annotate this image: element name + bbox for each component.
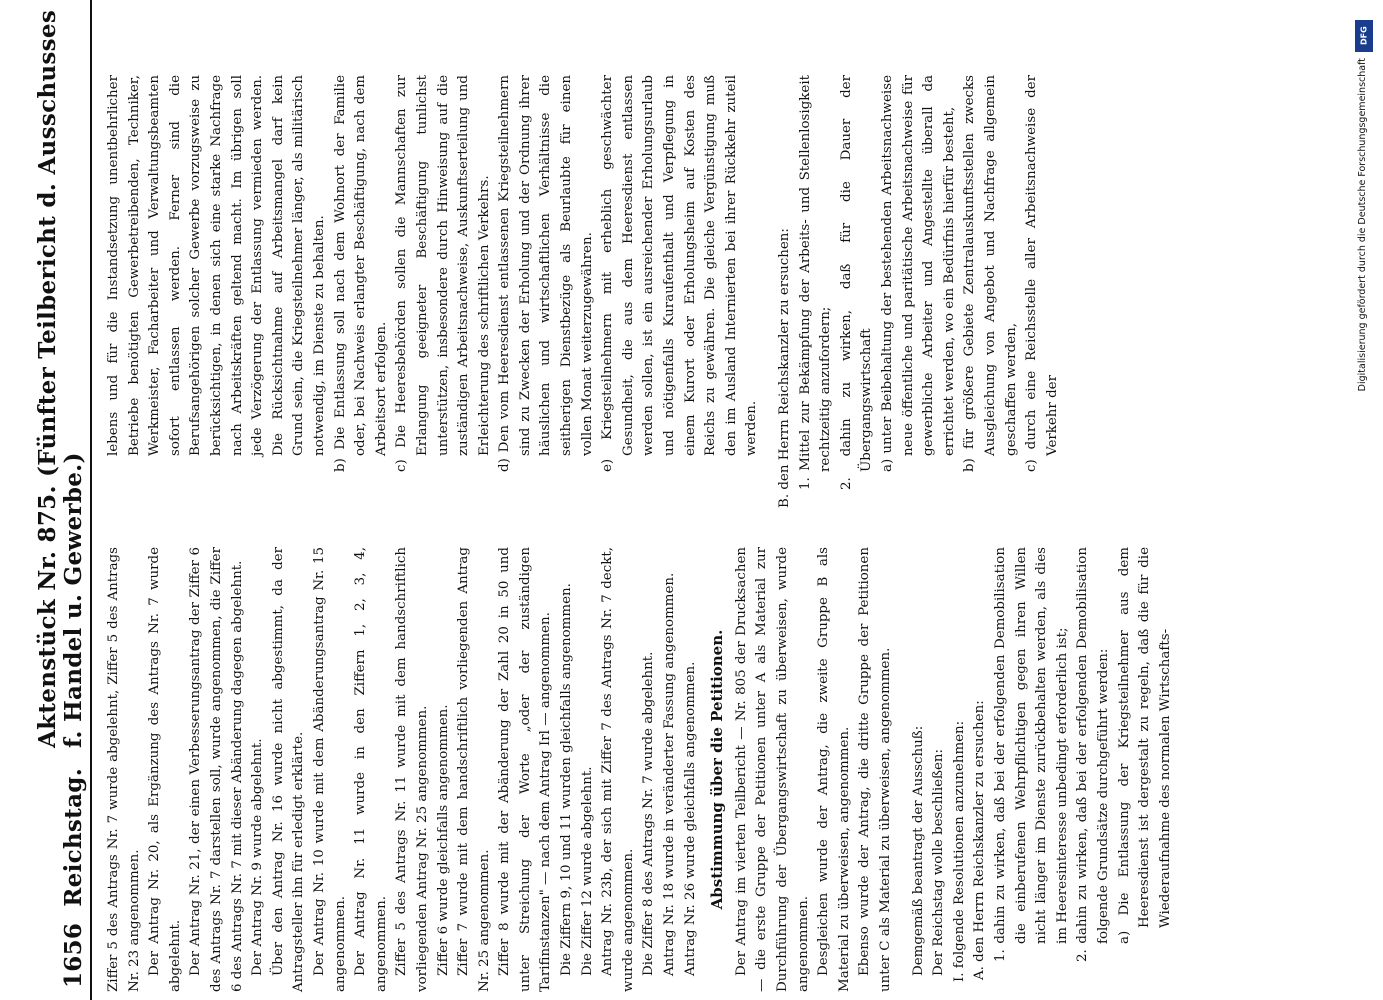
paragraph: Die Ziffern 9, 10 und 11 wurden gleichfalls angenommen.	[559, 583, 575, 976]
paragraph: Die Ziffer 8 des Antrags Nr. 7 wurde abgelehnt.	[641, 651, 657, 976]
page-header	[34, 0, 92, 1000]
sidebar	[1355, 20, 1375, 620]
paragraph: Ziffer 5 des Antrags Nr. 11 wurde mit dem handschriftlich vorliegenden Antrag Nr. 25 angenommen.	[394, 547, 430, 992]
paragraph: Der Antrag im vierten Teilbericht — Nr. 805 der Drucksachen — die erste Gruppe der Petitionen unter A als Material zur Durchführung der Übergangswirtschaft zu überweisen, wurde angenommen.	[733, 547, 811, 992]
paragraph: c) durch eine Reichsstelle aller Arbeitsnachweise der Verkehr der	[1024, 75, 1060, 472]
left-column	[104, 547, 1176, 992]
paragraph: e) Kriegsteilnehmern mit erheblich geschwächter Gesundheit, die aus dem Heeresdienst entlassen werden sollen, ist ein ausreichender Erholungsurlaub und nötigenfalls Kuraufenthalt und Verpflegung in einem Kurort oder Erholungsheim auf Kosten des Reichs zu gewähren. Die gleiche Vergünstigung muß den im Ausland Internierten bei ihrer Rückkehr zuteil werden.	[600, 75, 760, 472]
spacer	[897, 547, 909, 992]
paragraph: I. folgende Resolutionen anzunehmen:	[951, 720, 967, 982]
rotated-page	[34, 0, 1365, 1000]
paragraph: 2. dahin zu wirken, daß bei der erfolgenden Demobilisation folgende Grundsätze durchgeführt werden:	[1075, 547, 1111, 962]
paragraph: c) Die Heeresbehörden sollen die Mannschaften zur Erlangung geeigneter Beschäftigung tunlichst unterstützen, insbesondere durch Hinweisung auf die zuständigen Arbeitsnachweise, Auskunftserteilung und Erleichterung des schriftlichen Verkehrs.	[394, 75, 492, 472]
paragraph: Der Antrag Nr. 21, der einen Verbesserungsantrag der Ziffer 6 des Antrags Nr. 7 darstellen soll, wurde angenommen, die Ziffer 6 des Antrags Nr. 7 mit dieser Abänderung dagegen abgelehnt.	[188, 547, 245, 992]
paragraph: a) unter Beibehaltung der bestehenden Arbeitsnachweise neue öffentliche und paritätische Arbeitsnachweise für gewerbliche Arbeiter und Angestellte überall da errichtet werden, wo ein Bedürfnis hierfür besteht,	[879, 75, 957, 472]
paragraph: Ziffer 8 wurde mit der Abänderung der Zahl 20 in 50 und unter Streichung der Worte „oder der zuständigen Tarifinstanzen" — nach dem Antrag Irl — angenommen.	[497, 547, 554, 992]
dfg-logo: DFG	[1355, 20, 1373, 52]
paragraph: Ziffer 7 wurde mit dem handschriftlich vorliegenden Antrag Nr. 25 angenommen.	[456, 547, 492, 992]
page-number: 1656	[60, 922, 87, 988]
header-title: Aktenstück Nr. 875. (Fünfter Teilbericht d. Ausschusses f. Handel u. Gewerbe.)	[34, 9, 87, 748]
header-organization: Reichstag.	[60, 768, 87, 907]
paragraph: 1. dahin zu wirken, daß bei der erfolgenden Demobilisation die einberufenen Wehrpflichtigen gegen ihren Willen nicht länger im Dienste zurückbehalten werden, als dies im Heeresinteresse unbedingt erforderlich ist;	[992, 547, 1070, 962]
digitization-credit: Digitalisierung gefördert durch die Deutsche Forschungsgemeinschaft	[1357, 58, 1368, 392]
paragraph: lebens und für die Instandsetzung unentbehrlicher Betriebe benötigten Gewerbetreibenden, Techniker, Werkmeister, Facharbeiter und Verwaltungsbeamten sofort entlassen werden. Ferner sind die Berufsangehörigen solcher Gewerbe vorzugsweise zu berücksichtigen, in denen sich eine starke Nachfrage nach Arbeitskräften geltend macht. Im übrigen soll jede Verzögerung der Entlassung vermieden werden. Die Rücksichtnahme auf Arbeitsmangel darf kein Grund sein, die Kriegsteilnehmer länger, als militärisch notwendig, im Dienste zu behalten.	[106, 75, 327, 456]
paragraph: Über den Antrag Nr. 16 wurde nicht abgestimmt, da der Antragsteller ihn für erledigt erklärte.	[270, 547, 307, 992]
paragraph: d) Den vom Heeresdienst entlassenen Kriegsteilnehmern sind zu Zwecken der Erholung und der Ordnung ihrer häuslichen und wirtschaftlichen Verhältnisse die seitherigen Dienstbezüge als Beurlaubte für einen vollen Monat weiterzugewähren.	[497, 75, 595, 472]
paragraph: b) für größere Gebiete Zentralauskunftsstellen zwecks Ausgleichung von Angebot und Nachfrage allgemein geschaffen werden,	[962, 75, 1019, 472]
paragraph: Der Antrag Nr. 9 wurde abgelehnt.	[250, 738, 266, 976]
paragraph: b) Die Entlassung soll nach dem Wohnort der Familie oder, bei Nachweis erlangter Beschäftigung, nach dem Arbeitsort erfolgen.	[332, 75, 389, 472]
paragraph: Der Antrag Nr. 11 wurde in den Ziffern 1, 2, 3, 4, angenommen.	[353, 547, 389, 992]
paragraph: Antrag Nr. 18 wurde in veränderter Fassung angenommen.	[662, 572, 678, 976]
paragraph: Der Antrag Nr. 10 wurde mit dem Abänderungsantrag Nr. 15 angenommen.	[311, 547, 348, 992]
paragraph: Demgemäß beantragt der Ausschuß:	[910, 725, 926, 976]
paragraph: Antrag Nr. 23b, der sich mit Ziffer 7 des Antrags Nr. 7 deckt, wurde angenommen.	[600, 547, 636, 992]
spacer	[763, 75, 775, 520]
paragraph: B. den Herrn Reichskanzler zu ersuchen:	[777, 228, 792, 508]
paragraph: Desgleichen wurde der Antrag, die zweite Gruppe B als Material zu überweisen, angenommen.	[816, 547, 852, 992]
paragraph: 1. Mittel zur Bekämpfung der Arbeits- und Stellenlosigkeit rechtzeitig anzufordern;	[797, 75, 834, 490]
paragraph: Ziffer 6 wurde gleichfalls angenommen.	[435, 704, 451, 976]
paragraph: Antrag Nr. 26 wurde gleichfalls angenommen.	[682, 661, 698, 976]
paragraph: Ebenso wurde der Antrag, die dritte Gruppe der Petitionen unter C als Material zu überweisen, angenommen.	[857, 547, 893, 992]
paragraph: Der Reichstag wolle beschließen:	[931, 748, 947, 976]
paragraph: 2. dahin zu wirken, daß für die Dauer der Übergangswirtschaft	[838, 75, 875, 490]
paragraph: a) Die Entlassung der Kriegsteilnehmer aus dem Heeresdienst ist dergestalt zu regeln, daß die für die Wiederaufnahme des normalen Wirtschafts-	[1116, 547, 1173, 944]
right-column	[104, 75, 1063, 520]
section-heading: Abstimmung über die Petitionen.	[708, 629, 727, 910]
paragraph: A. den Herrn Reichskanzler zu ersuchen:	[972, 700, 988, 980]
paragraph: Ziffer 5 des Antrags Nr. 7 wurde abgelehnt, Ziffer 5 des Antrags Nr. 23 angenommen.	[106, 547, 142, 992]
paragraph: Die Ziffer 12 wurde abgelehnt.	[579, 766, 595, 976]
paragraph: Der Antrag Nr. 20, als Ergänzung des Antrags Nr. 7 wurde abgelehnt.	[147, 547, 183, 992]
